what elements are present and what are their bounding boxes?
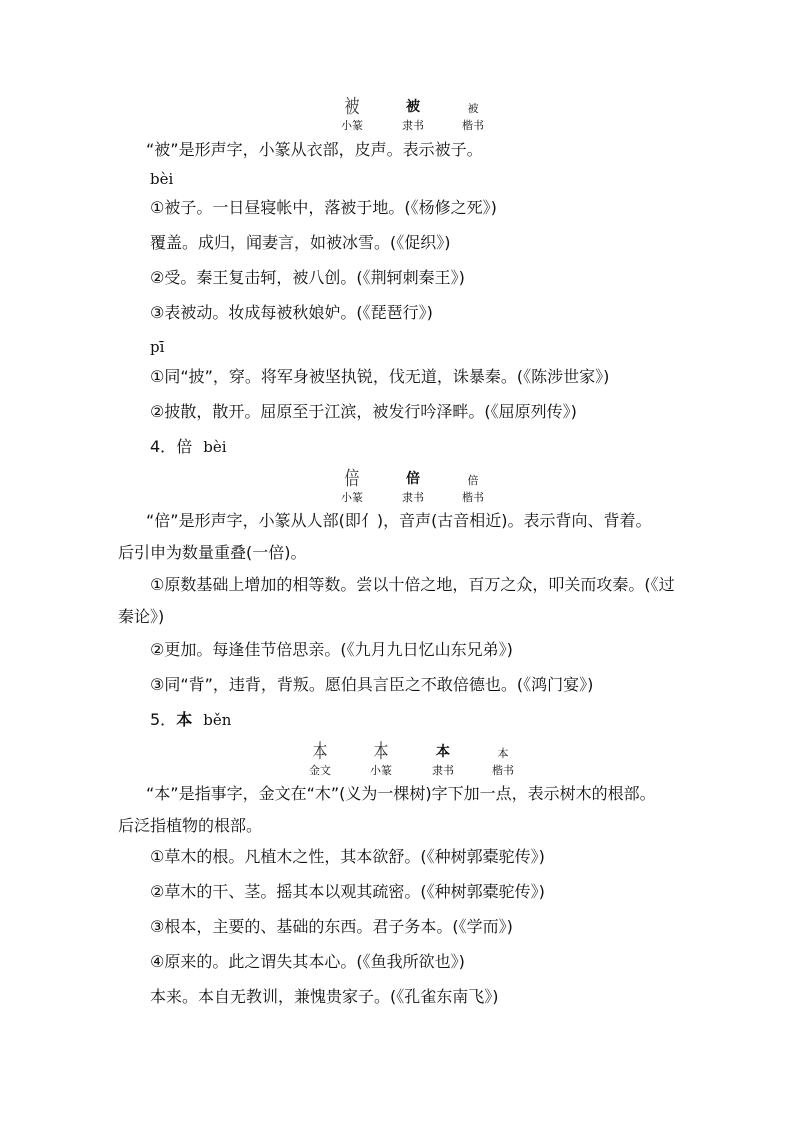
sense-line: ③表被动。妆成每被秋娘妒。(《琵琶行》) — [150, 303, 433, 322]
entry-pinyin: bèi — [203, 438, 227, 456]
script-label: 小篆 — [370, 764, 392, 777]
script-label: 楷书 — [492, 764, 514, 777]
regular-script-glyph: 本 — [497, 747, 509, 760]
sense-line: ④原来的。此之谓失其本心。(《鱼我所欲也》) — [150, 952, 465, 971]
character-description: 后引申为数量重叠(一倍)。 — [118, 543, 307, 562]
script-label: 楷书 — [462, 119, 484, 132]
seal-script-glyph: 倍 — [344, 466, 360, 490]
sense-line: ②披散，散开。屈原至于江滨，被发行吟泽畔。(《屈原列传》) — [150, 402, 577, 421]
entry-character: 倍 — [176, 437, 193, 456]
sense-line: ③根本，主要的、基础的东西。君子务本。(《学而》) — [150, 917, 513, 936]
sense-line: ②草木的干、茎。摇其本以观其疏密。(《种树郭橐驼传》) — [150, 882, 545, 901]
character-description: “被”是形声字，小篆从衣部，皮声。表示被子。 — [146, 140, 483, 159]
sense-line: 覆盖。成归，闻妻言，如被冰雪。(《促织》) — [150, 233, 451, 252]
sense-line: ②更加。每逢佳节倍思亲。(《九月九日忆山东兄弟》) — [150, 640, 513, 659]
clerical-script-glyph: 倍 — [406, 471, 420, 487]
entry-heading — [0, 436, 794, 458]
entry-heading — [0, 709, 794, 731]
script-label: 隶书 — [402, 491, 424, 504]
regular-script-glyph: 被 — [467, 102, 479, 115]
script-label: 楷书 — [462, 491, 484, 504]
script-label: 小篆 — [341, 119, 363, 132]
clerical-script-glyph: 本 — [436, 744, 450, 760]
bronze-script-glyph: 本 — [312, 739, 328, 763]
character-description: “本”是指事字，金文在“木”(义为一棵树)字下加一点，表示树木的根部。 — [146, 784, 656, 803]
regular-script-glyph: 倍 — [467, 474, 479, 487]
script-label: 隶书 — [402, 119, 424, 132]
pinyin-reading: bèi — [150, 170, 174, 188]
entry-character: 本 — [176, 710, 193, 729]
sense-line: ①被子。一日昼寝帐中，落被于地。(《杨修之死》) — [150, 198, 497, 217]
clerical-script-glyph: 被 — [406, 99, 420, 115]
entry-pinyin: běn — [203, 711, 232, 729]
script-label: 金文 — [309, 764, 331, 777]
seal-script-glyph: 本 — [373, 739, 389, 763]
sense-line: ①同“披”，穿。将军身被坚执锐，伐无道，诛暴秦。(《陈涉世家》) — [150, 367, 610, 386]
character-description: 后泛指植物的根部。 — [118, 816, 263, 835]
seal-script-glyph: 被 — [344, 94, 360, 118]
character-description: “倍”是形声字，小篆从人部(即亻)，音声(古音相近)。表示背向、背着。 — [146, 511, 652, 530]
entry-number: 4． — [150, 437, 177, 456]
sense-line: 秦论》) — [118, 607, 165, 626]
entry-number: 5． — [150, 710, 177, 729]
sense-line: 本来。本自无教训，兼愧贵家子。(《孔雀东南飞》) — [150, 987, 499, 1006]
pinyin-reading: pī — [150, 338, 165, 356]
script-label: 小篆 — [341, 491, 363, 504]
sense-line: ③同“背”，违背，背叛。愿伯具言臣之不敢倍德也。(《鸿门宴》) — [150, 675, 594, 694]
sense-line: ①原数基础上增加的相等数。尝以十倍之地，百万之众，叩关而攻秦。(《过 — [150, 575, 675, 594]
sense-line: ②受。秦王复击轲，被八创。(《荆轲刺秦王》) — [150, 268, 465, 287]
script-label: 隶书 — [432, 764, 454, 777]
sense-line: ①草木的根。凡植木之性，其本欲舒。(《种树郭橐驼传》) — [150, 847, 545, 866]
